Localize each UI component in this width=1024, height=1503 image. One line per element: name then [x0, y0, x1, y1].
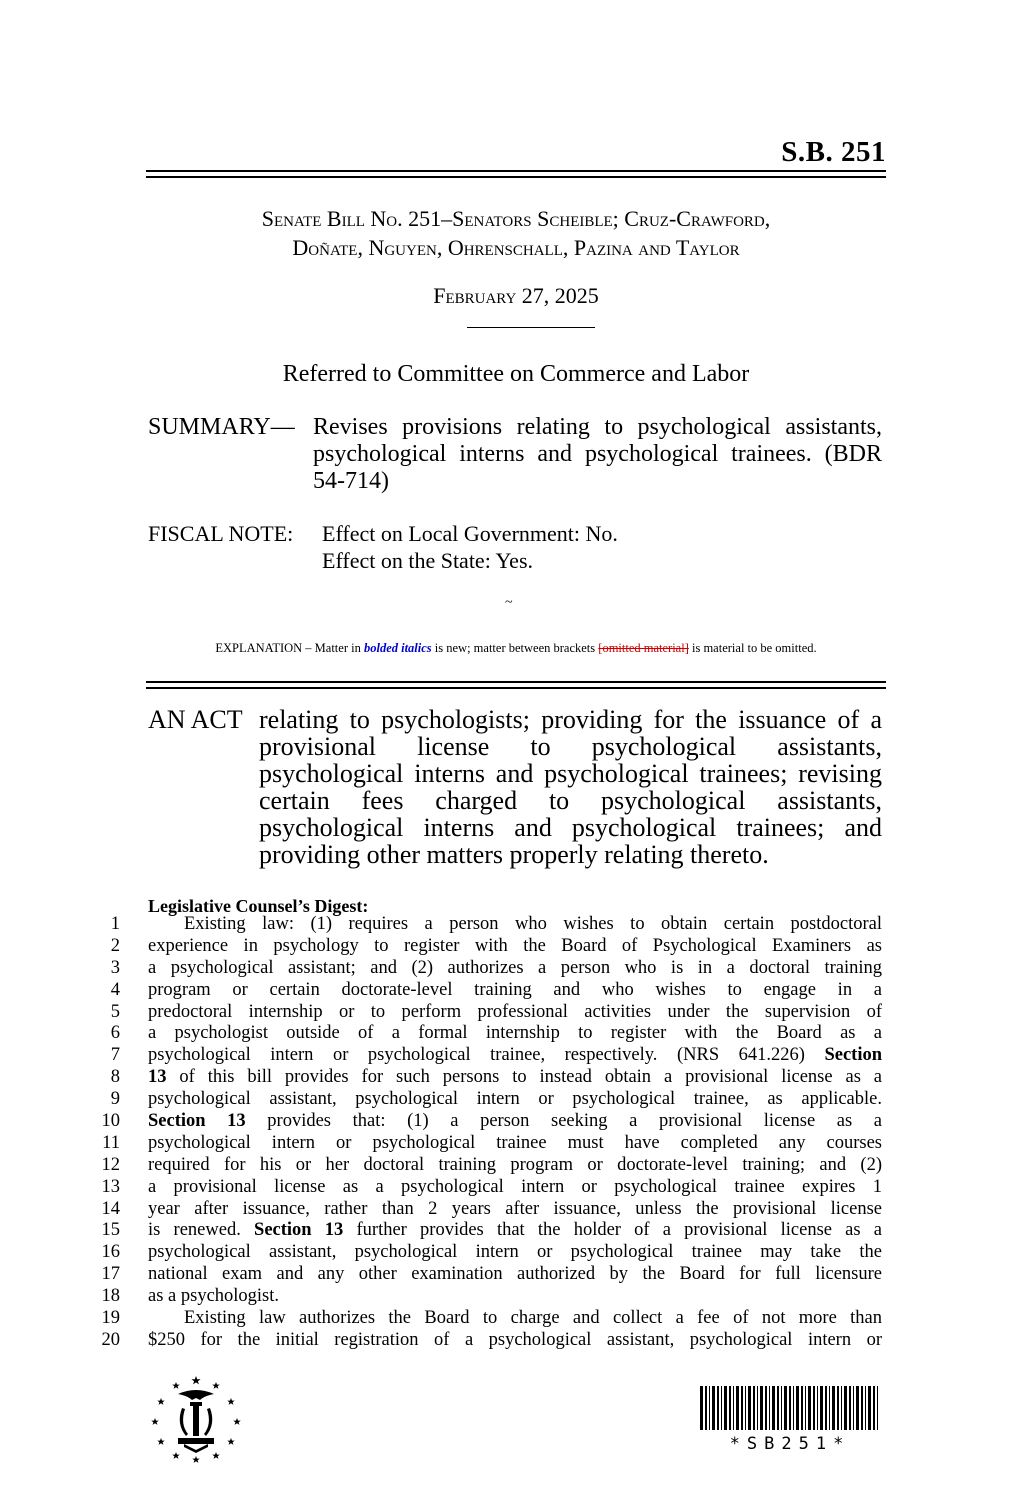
digest-line-text	[148, 1089, 882, 1111]
line-number: 12	[101, 1154, 120, 1175]
digest-line-text	[148, 1023, 882, 1045]
introduction-date: February 27, 2025	[433, 283, 599, 308]
digest-text-run: Existing law authorizes the Board to charge and collect a fee of not more than	[184, 1308, 882, 1329]
bill-number: S.B. 251	[781, 136, 886, 168]
barcode-bar	[772, 1386, 775, 1430]
fiscal-note-local: Effect on Local Government: No.	[322, 521, 618, 546]
digest-line-text	[148, 1330, 882, 1352]
barcode-bar	[820, 1386, 823, 1430]
summary-text: Revises provisions relating to psychological assistants, psychological interns and psychological trainees. (BDR 54-714)	[313, 414, 882, 494]
digest-line	[88, 980, 882, 1002]
committee-referral: Referred to Committee on Commerce and Labor	[282, 361, 750, 387]
line-number: 15	[101, 1220, 120, 1241]
barcode-bar	[777, 1386, 779, 1430]
barcode-bar	[757, 1386, 758, 1430]
line-number: 9	[110, 1089, 120, 1110]
digest-text-run: $250 for the initial registration of a psychological assistant, psychological intern or	[148, 1329, 882, 1350]
digest-line-text	[148, 980, 882, 1002]
explanation-middle: is new; matter between brackets	[431, 641, 599, 655]
barcode-bar	[765, 1386, 767, 1430]
barcode-bar	[769, 1386, 770, 1430]
digest-text-run: as a psychologist.	[148, 1286, 280, 1307]
digest-bold-ref: 13	[148, 1067, 167, 1088]
state-seal-logo	[150, 1372, 242, 1464]
barcode-bar	[760, 1386, 763, 1430]
digest-line-text	[148, 1067, 882, 1089]
digest-bold-ref: Section	[824, 1045, 882, 1066]
digest-text-run: psychological assistant, psychological intern or psychological trainee, as applicable.	[148, 1089, 882, 1110]
digest-line-text	[148, 1264, 882, 1286]
barcode-bar	[729, 1386, 731, 1430]
digest-text-run: year after issuance, rather than 2 years after issuance, unless the provisional license	[148, 1198, 882, 1219]
summary	[148, 414, 882, 495]
barcode-bar	[841, 1386, 842, 1430]
barcode-bar	[784, 1386, 787, 1430]
explanation-suffix: is material to be omitted.	[688, 641, 817, 655]
fiscal-note-state: Effect on the State: Yes.	[322, 548, 534, 573]
digest-text-run: further provides that the holder of a provisional license as a	[356, 1220, 882, 1241]
explanation	[146, 641, 886, 656]
barcode-bar	[741, 1386, 743, 1430]
line-number: 13	[101, 1176, 120, 1197]
digest-line-text	[148, 1308, 882, 1330]
digest-line	[88, 1264, 882, 1286]
barcode-bar	[813, 1386, 815, 1430]
digest-line	[88, 1045, 882, 1067]
explanation-prefix: EXPLANATION – Matter in	[215, 641, 364, 655]
sponsors-line-2: Doñate, Nguyen, Ohrenschall, Pazina and Taylor	[292, 235, 740, 260]
explanation-new-text: bolded italics	[363, 641, 432, 655]
digest-line	[88, 1002, 882, 1024]
barcode-bar	[861, 1386, 863, 1430]
fiscal-note-label: FISCAL NOTE:	[148, 521, 294, 546]
line-number: 1	[110, 914, 120, 934]
digest-line	[88, 1199, 882, 1221]
digest-line-text	[148, 1220, 882, 1242]
barcode-bar	[709, 1386, 710, 1430]
barcode-bar	[817, 1386, 818, 1430]
act-text: relating to psychologists; providing for the issuance of a provisional license to psychological assistants, psychological interns and psychological trainees; revising certain fees charged to psychological assistants, psychological interns and psychological trainees; and providing other matters properly relating thereto.	[259, 705, 882, 869]
barcode-bar	[781, 1386, 782, 1430]
digest-text-run: a provisional license as a psychological intern or psychological trainee expires 1	[148, 1176, 882, 1197]
barcode-bar	[796, 1386, 799, 1430]
act-title	[148, 706, 882, 868]
act-label: AN ACT	[148, 705, 243, 734]
barcode-bar	[793, 1386, 794, 1430]
digest-text-run: of this bill provides for such persons to instead obtain a provisional license as a	[179, 1067, 882, 1088]
barcode-bar	[805, 1386, 806, 1430]
digest-line	[88, 1308, 882, 1330]
line-number: 3	[110, 957, 120, 978]
line-number: 19	[101, 1308, 120, 1329]
digest-line	[88, 1177, 882, 1199]
digest-line-text	[148, 936, 882, 958]
line-number: 7	[110, 1045, 120, 1066]
digest-text-run: national exam and any other examination authorized by the Board for full licensure	[148, 1264, 882, 1285]
barcode-bar	[721, 1386, 722, 1430]
barcode-bar	[837, 1386, 839, 1430]
barcode-bar	[868, 1386, 871, 1430]
digest-line-text	[148, 1111, 882, 1133]
explanation-omitted-text: [omitted material]	[598, 641, 689, 655]
line-number: 17	[101, 1264, 120, 1285]
digest-heading: Legislative Counsel’s Digest:	[148, 896, 369, 916]
barcode-graphic	[700, 1386, 880, 1430]
header-double-rule	[146, 170, 886, 178]
digest-line	[88, 1155, 882, 1177]
barcode-bar	[849, 1386, 851, 1430]
barcode-bar	[733, 1386, 734, 1430]
barcode-bar	[724, 1386, 727, 1430]
digest-text-run: a psychologist outside of a formal internship to register with the Board as a	[148, 1023, 882, 1044]
line-number: 10	[101, 1111, 120, 1132]
digest-text-run: experience in psychology to register with the Board of Psychological Examiners as	[148, 935, 882, 956]
barcode-bar	[877, 1386, 878, 1430]
date-divider	[467, 327, 595, 328]
barcode-bar	[700, 1386, 703, 1430]
digest-line-text	[148, 1242, 882, 1264]
barcode-bar	[829, 1386, 830, 1430]
digest-line	[88, 958, 882, 980]
barcode-bar	[745, 1386, 746, 1430]
digest-line	[88, 1330, 882, 1352]
digest-line-text	[148, 1286, 882, 1308]
line-number: 6	[110, 1023, 120, 1044]
digest-line	[88, 1133, 882, 1155]
digest-line-text	[148, 1133, 882, 1155]
digest-line	[88, 1111, 882, 1133]
digest-text-run: predoctoral internship or to perform professional activities under the supervision of	[148, 1001, 882, 1022]
digest-bold-ref: Section 13	[148, 1111, 246, 1132]
barcode-bar	[853, 1386, 854, 1430]
barcode-bar	[825, 1386, 827, 1430]
barcode-bar	[856, 1386, 859, 1430]
digest-text-run: psychological intern or psychological trainee must have completed any courses	[148, 1132, 882, 1153]
digest-line-text	[148, 958, 882, 980]
digest-line-text	[148, 1177, 882, 1199]
barcode-bar	[873, 1386, 875, 1430]
barcode-bar	[705, 1386, 707, 1430]
sponsors	[146, 204, 886, 262]
sponsors-line-1: Senate Bill No. 251–Senators Scheible; Cruz-Crawford,	[261, 206, 771, 231]
digest-line-text	[148, 1155, 882, 1177]
digest-line-text	[148, 1002, 882, 1024]
line-number: 11	[102, 1132, 120, 1153]
barcode-bar	[789, 1386, 791, 1430]
digest-line	[88, 1089, 882, 1111]
line-number: 20	[101, 1329, 120, 1350]
line-number: 8	[110, 1067, 120, 1088]
digest-line	[88, 1067, 882, 1089]
digest-line-text	[148, 914, 882, 936]
barcode-bar	[736, 1386, 739, 1430]
fiscal-note	[148, 520, 618, 574]
barcode-bar	[748, 1386, 751, 1430]
line-number: 14	[101, 1198, 120, 1219]
digest-text-run: Existing law: (1) requires a person who wishes to obtain certain postdoctoral	[184, 914, 882, 934]
digest-line-text	[148, 1199, 882, 1221]
line-number: 5	[110, 1001, 120, 1022]
digest-text-run: program or certain doctorate-level training and who wishes to engage in a	[148, 979, 882, 1000]
summary-label: SUMMARY—	[148, 414, 295, 440]
barcode-bar	[865, 1386, 866, 1430]
digest-line	[88, 1023, 882, 1045]
barcode-bar	[717, 1386, 719, 1430]
digest-text-run: provides that: (1) a person seeking a provisional license as a	[267, 1111, 882, 1132]
barcode-bar	[753, 1386, 755, 1430]
barcode-bar	[832, 1386, 835, 1430]
line-number: 18	[101, 1286, 120, 1307]
barcode-text: *SB251*	[729, 1434, 851, 1454]
line-number: 4	[110, 979, 120, 1000]
line-number: 2	[110, 935, 120, 956]
tilde-mark: ~	[505, 595, 513, 610]
barcode-bar	[801, 1386, 803, 1430]
digest-bold-ref: Section 13	[254, 1220, 344, 1241]
digest-text-run: psychological intern or psychological trainee, respectively. (NRS 641.226)	[148, 1045, 805, 1066]
digest-text-run: psychological assistant, psychological intern or psychological trainee may take the	[148, 1242, 882, 1263]
barcode-bar	[844, 1386, 847, 1430]
digest-line	[88, 1242, 882, 1264]
barcode-bar	[808, 1386, 811, 1430]
line-number: 16	[101, 1242, 120, 1263]
digest-line	[88, 914, 882, 936]
digest-text-run: required for his or her doctoral training program or doctorate-level training; and (2)	[148, 1154, 882, 1175]
digest-line-text	[148, 1045, 882, 1067]
digest-text-run: a psychological assistant; and (2) authorizes a person who is in a doctoral training	[148, 957, 882, 978]
digest-line	[88, 1286, 882, 1308]
digest-line	[88, 1220, 882, 1242]
digest-text-run: is renewed.	[148, 1220, 241, 1241]
barcode-bar	[712, 1386, 715, 1430]
explanation-double-rule	[146, 681, 886, 689]
digest-body	[88, 914, 882, 1352]
digest-line	[88, 936, 882, 958]
